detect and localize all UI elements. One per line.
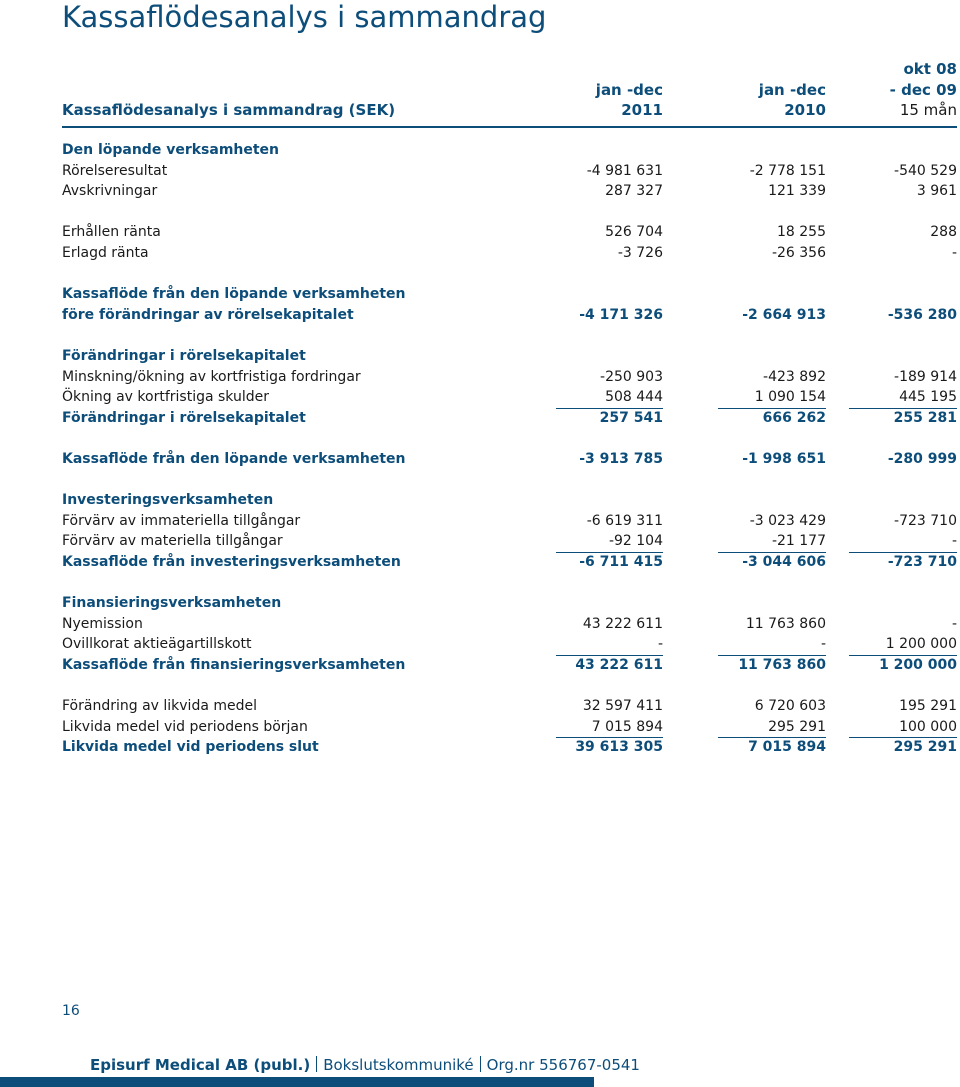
column-header-2011 — [523, 59, 663, 121]
row-label: Rörelseresultat — [62, 162, 168, 179]
row-value-col2: 11 763 860 — [738, 656, 826, 673]
column-header-2010 — [686, 59, 826, 121]
row-value-col1: 32 597 411 — [582, 698, 663, 715]
table-row — [0, 655, 960, 676]
table-row — [0, 490, 960, 511]
row-value-col1: - — [556, 634, 663, 656]
row-value-col1: 508 444 — [556, 387, 663, 409]
row-value-col3: 1 200 000 — [879, 656, 957, 673]
row-value-col1: 43 222 611 — [582, 615, 663, 632]
row-label: Förändring av likvida medel — [62, 698, 258, 715]
table-row — [0, 305, 960, 326]
page-title: Kassaflödesanalys i sammandrag — [62, 0, 547, 34]
table-row — [0, 408, 960, 429]
row-value-col3: 255 281 — [893, 409, 957, 426]
row-value-col2: 121 339 — [768, 183, 826, 200]
table-row — [0, 634, 960, 655]
header-rule — [62, 126, 957, 128]
cashflow-table — [0, 140, 960, 758]
table-row — [0, 161, 960, 182]
column-header-line1 — [686, 59, 826, 80]
row-spacer — [0, 428, 960, 449]
row-value-col2: -26 356 — [771, 244, 826, 261]
row-value-col1: 39 613 305 — [575, 739, 663, 756]
row-spacer — [0, 202, 960, 223]
row-value-col3: 295 291 — [893, 739, 957, 756]
row-value-col2: - — [718, 634, 826, 656]
row-value-col2: -2 664 913 — [742, 306, 826, 323]
footer-separator — [316, 1056, 317, 1072]
row-label: Förändringar i rörelsekapitalet — [62, 409, 306, 426]
row-label: Förvärv av immateriella tillgångar — [62, 512, 301, 529]
table-title: Kassaflödesanalys i sammandrag (SEK) — [62, 101, 396, 119]
row-label: Finansieringsverksamheten — [62, 595, 282, 612]
row-value-col2: -3 023 429 — [749, 512, 826, 529]
row-spacer — [0, 572, 960, 593]
row-value-col2: 18 255 — [777, 224, 826, 241]
row-value-col1: 526 704 — [605, 224, 663, 241]
row-spacer — [0, 470, 960, 491]
table-row — [0, 531, 960, 552]
column-header-period: jan -dec — [758, 80, 826, 99]
row-value-col3: - — [951, 244, 957, 261]
table-row — [0, 243, 960, 264]
table-row — [0, 717, 960, 738]
row-value-col1: -6 711 415 — [579, 553, 663, 570]
table-row — [0, 552, 960, 573]
page-number: 16 — [62, 1003, 80, 1019]
row-value-col3: -540 529 — [894, 162, 957, 179]
row-value-col1: -4 171 326 — [579, 306, 663, 323]
row-value-col3: 195 291 — [899, 698, 957, 715]
row-value-col1: 287 327 — [605, 183, 663, 200]
row-label: Kassaflöde från finansieringsverksamheten — [62, 656, 406, 673]
footer-separator — [480, 1056, 481, 1072]
row-value-col1: -250 903 — [600, 368, 663, 385]
row-value-col2: -3 044 606 — [742, 553, 826, 570]
row-label: Kassaflöde från den löpande verksamheten — [62, 286, 406, 303]
table-row — [0, 284, 960, 305]
row-label: Ovillkorat aktieägartillskott — [62, 636, 252, 653]
row-value-col1: -4 981 631 — [586, 162, 663, 179]
row-value-col2: 295 291 — [718, 717, 826, 739]
table-row — [0, 387, 960, 408]
row-value-col1: -3 726 — [617, 244, 663, 261]
table-row — [0, 593, 960, 614]
footer-org: Org.nr 556767-0541 — [486, 1056, 640, 1074]
row-value-col2: -1 998 651 — [742, 450, 826, 467]
row-label: Förvärv av materiella tillgångar — [62, 533, 283, 550]
row-value-col2: 1 090 154 — [718, 387, 826, 409]
row-value-col3: -536 280 — [887, 306, 957, 323]
footer — [90, 1056, 640, 1074]
row-label: Nyemission — [62, 615, 143, 632]
row-value-col1: -92 104 — [556, 531, 663, 553]
row-label: Förändringar i rörelsekapitalet — [62, 347, 306, 364]
column-header-okt08-dec09 — [817, 59, 957, 121]
row-value-col2: -21 177 — [718, 531, 826, 553]
row-value-col3: 445 195 — [849, 387, 957, 409]
row-label: Kassaflöde från den löpande verksamheten — [62, 450, 406, 467]
footer-company: Episurf Medical AB (publ.) — [90, 1056, 311, 1074]
column-header-line1 — [523, 59, 663, 80]
table-row — [0, 140, 960, 161]
row-label: Erlagd ränta — [62, 244, 149, 261]
column-header-year: 15 mån — [899, 101, 957, 120]
row-value-col3: -189 914 — [894, 368, 957, 385]
row-label: Likvida medel vid periodens slut — [62, 739, 319, 756]
row-value-col3: - — [951, 615, 957, 632]
row-value-col3: 3 961 — [916, 183, 957, 200]
table-row — [0, 737, 960, 758]
row-label: Erhållen ränta — [62, 224, 161, 241]
footer-bar — [0, 1077, 594, 1087]
row-label: före förändringar av rörelsekapitalet — [62, 306, 354, 323]
row-value-col3: - — [849, 531, 957, 553]
row-value-col2: -2 778 151 — [749, 162, 826, 179]
row-value-col1: -3 913 785 — [579, 450, 663, 467]
column-header-period: - dec 09 — [889, 80, 957, 99]
row-value-col3: 100 000 — [849, 717, 957, 739]
table-row — [0, 222, 960, 243]
column-header-period: jan -dec — [595, 80, 663, 99]
row-value-col1: 7 015 894 — [556, 717, 663, 739]
row-label: Den löpande verksamheten — [62, 142, 280, 158]
table-row — [0, 367, 960, 388]
row-label: Kassaflöde från investeringsverksamheten — [62, 553, 401, 570]
table-row — [0, 181, 960, 202]
table-row — [0, 614, 960, 635]
row-value-col1: -6 619 311 — [586, 512, 663, 529]
row-value-col3: -723 710 — [887, 553, 957, 570]
row-value-col2: 7 015 894 — [748, 739, 826, 756]
row-value-col3: -723 710 — [894, 512, 957, 529]
row-value-col3: 288 — [930, 224, 957, 241]
column-header-year: 2010 — [784, 101, 826, 120]
row-value-col2: 11 763 860 — [745, 615, 826, 632]
table-row — [0, 696, 960, 717]
column-header-year: 2011 — [621, 101, 663, 120]
row-spacer — [0, 325, 960, 346]
table-row — [0, 449, 960, 470]
row-label: Minskning/ökning av kortfristiga fordringar — [62, 368, 361, 385]
row-value-col3: 1 200 000 — [849, 634, 957, 656]
table-row — [0, 511, 960, 532]
footer-report: Bokslutskommuniké — [323, 1056, 474, 1074]
row-label: Investeringsverksamheten — [62, 492, 274, 509]
row-label: Ökning av kortfristiga skulder — [62, 389, 269, 406]
row-spacer — [0, 675, 960, 696]
table-row — [0, 346, 960, 367]
row-value-col2: -423 892 — [763, 368, 826, 385]
column-header-line1: okt 08 — [903, 60, 957, 78]
row-value-col2: 6 720 603 — [754, 698, 826, 715]
row-value-col3: -280 999 — [887, 450, 957, 467]
row-spacer — [0, 264, 960, 285]
row-value-col2: 666 262 — [762, 409, 826, 426]
row-label: Avskrivningar — [62, 183, 158, 200]
row-value-col1: 257 541 — [599, 409, 663, 426]
row-label: Likvida medel vid periodens början — [62, 718, 308, 735]
row-value-col1: 43 222 611 — [575, 656, 663, 673]
